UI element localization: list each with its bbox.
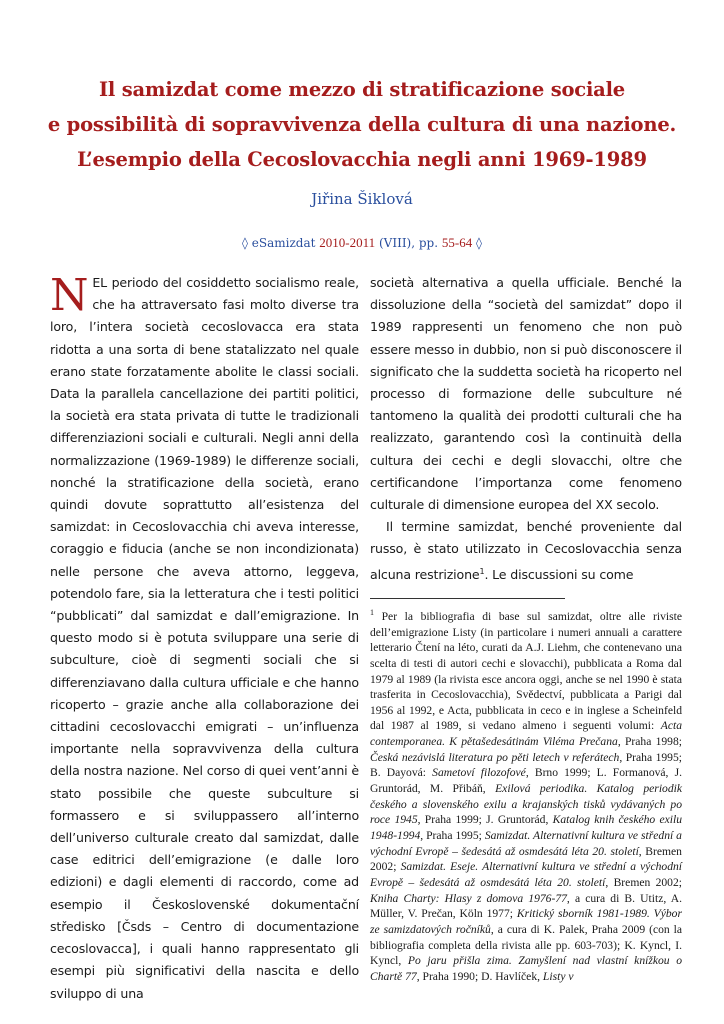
journal-years: 2010-2011 [319, 235, 376, 250]
footnote-work-details: , a cura di K. Palek, Praha 2009 (con la bibliografia completa della rivista alle pp. 603-703); K. Kyncl, I. Kyncl, [370, 923, 683, 968]
footnote-work-title: Katalog knih českého exilu 1948-1994 [370, 813, 683, 843]
title-line-1: Il samizdat come mezzo di stratificazione sociale [98, 78, 626, 101]
footnote-divider [370, 598, 565, 599]
footnote-work-details: , Bremen 2002; [370, 844, 682, 874]
footnote-1 [370, 605, 682, 985]
footnote-work-title: Kritický sborník 1981-1989. Výbor ze samizdatových ročníků [370, 907, 682, 937]
citation-line [0, 235, 724, 251]
footnote-work-title: Česká nezávislá literatura po pěti letech v referátech [370, 750, 620, 764]
footnote-text: Per la bibliografia di base sul samizdat, oltre alle riviste dell’emigrazione Listy (in particolare i numeri annuali a carattere letterario Čtení na léto, curati da A.J. Liehm, che contenevano una scelta di testi di autori cechi e slovacchi), pubblicata a Roma dal 1979 al 1989 (la rivista esce ancora oggi, anche se nel 1990 è stata trasferita in Cecoslovacchia), Svědectví, pubblicata a Parigi dal 1956 al 1992, e Acta, pubblicata in ceco e in inglese a Scheinfeld dal 1987 al 1989, si vedano almeno i seguenti volumi: [370, 609, 682, 733]
footnote-work-details: , Praha 1995; [420, 829, 485, 843]
title-line-2: e possibilità di sopravvivenza della cultura di una nazione. [47, 113, 677, 136]
footnote-work-title: Listy v [542, 969, 574, 983]
footnote-work-details: , Praha 1999; J. Gruntorád, [417, 813, 553, 827]
footnote-work-title: Samizdat. Alternativní kultura ve střední a východní Evropě – šedesátá až osmdesátá léta 20. století [370, 829, 682, 858]
author-name: Jiřina Šiklová [311, 190, 413, 208]
journal-name: eSamizdat [251, 236, 316, 250]
body-paragraph-2-tail: . Le discussioni su come [484, 566, 634, 582]
footnote-work-title: Exilová periodika. Katalog periodik českého a slovenského exilu a krajanských tisků vydávaných po roce 1945 [370, 782, 682, 827]
body-paragraph-1-text: EL periodo del cosiddetto socialismo reale, che ha attraversato fasi molto diverse tra loro, l’intera società cecoslovacca era stata ridotta a una sorta di bene statalizzato nel quale erano state forzatamente abolite le classi sociali. Data la parallela cancellazione dei partiti politici, la società era stata privata di tutte le tradizionali differenziazioni sociali e culturali. Negli anni della normalizzazione (1969-1989) le differenze sociali, nonché la stratificazione della società, erano quindi dovute soprattutto all’esistenza del samizdat: in Cecoslovacchia chi aveva interesse, coraggio e fiducia (anche se non incondizionata) nelle persone che aveva attorno, leggeva, potendolo fare, sia la letteratura che i testi politici “pubblicati” dal samizdat e dall’emigrazione. In questo modo si è potuta sviluppare una serie di subculture, cioè di segmenti sociali che si differenziavano dalla cultura ufficiale e che hanno ricoperto – grazie anche alla collaborazione dei cittadini cecoslovacchi emigrati – un’influenza importante nella sopravvivenza della cultura della nostra nazione. Nel corso di quei vent’anni è stato possibile che queste subculture si formassero e si sviluppassero all’interno dell’universo culturale creato dal samizdat, dalle case editrici dell’emigrazione (e dalle loro edizioni) e dagli elementi di raccordo, come ad esempio il Československé dokumentační středisko [Čsds – Centro di documentazione cecoslovacca], i quali hanno rappresentato gli esempi più significativi della nascita e dello sviluppo di una [50, 275, 359, 1001]
footnote-work-details: , Praha 1995; B. Dayová: [370, 750, 682, 780]
footnote-work-details: , Brno 1999; L. Formanová, J. Gruntorád, M. Přibáň, [370, 766, 682, 796]
article-title [0, 72, 724, 177]
footnote-work-details: , Praha 1990; D. Havlíček, [416, 969, 543, 983]
body-paragraph-2-text: Il termine samizdat, benché proveniente dal russo, è stato utilizzato in Cecoslovacchia senza alcuna restrizione [370, 519, 682, 582]
diamond-right-icon: ◊ [476, 236, 482, 250]
footnote-work-title: Kniha Charty: Hlasy z domova 1976-77 [370, 891, 567, 905]
title-line-3: L’esempio della Cecoslovacchia negli anni 1969-1989 [77, 148, 647, 171]
footnote-work-details: , Bremen 2002; [605, 876, 682, 890]
left-column [50, 272, 359, 1005]
footnote-work-title: Acta contemporanea. K pětašedesátinám Viléma Prečana [370, 719, 682, 749]
footnote-work-details: , a cura di B. Utitz, A. Müller, V. Prečan, Köln 1977; [370, 891, 682, 921]
footnote-works [370, 719, 682, 983]
footnote-work-title: Po jaru přišla zima. Zamyšlení nad vlastní knížkou o Chartě 77 [370, 954, 682, 983]
footnote-reference[interactable]: 1 [479, 566, 485, 576]
journal-pages: 55-64 [441, 235, 473, 250]
diamond-left-icon: ◊ [242, 236, 248, 250]
footnote-work-title: Sametoví filozofové [432, 766, 526, 780]
journal-volume: (VIII), pp. [378, 236, 439, 250]
footnote-work-title: Samizdat. Eseje. Alternativní kultura ve střední a východní Evropě – šedesátá až osmdesátá léta 20. století [370, 860, 683, 890]
footnote-number: 1 [370, 608, 374, 618]
body-paragraph-1 [50, 272, 359, 1005]
drop-cap: N [50, 270, 89, 321]
body-paragraph-2 [370, 516, 682, 586]
footnote-work-details: , Praha 1998; [617, 735, 682, 749]
right-column [370, 272, 682, 985]
body-paragraph-continued: società alternativa a quella ufficiale. Benché la dissoluzione della “società del samizdat” dopo il 1989 rappresenti un fenomeno che non può essere messo in dubbio, non si può disconoscere il significato che la suddetta società ha ricoperto nel processo di formazione delle subculture né tantomeno la qualità dei prodotti culturali che ha realizzato, garantendo così la continuità della cultura dei cechi e degli slovacchi, oltre che certificandone l’importanza come fenomeno culturale di dimensione europea del XX secolo. [370, 275, 682, 513]
